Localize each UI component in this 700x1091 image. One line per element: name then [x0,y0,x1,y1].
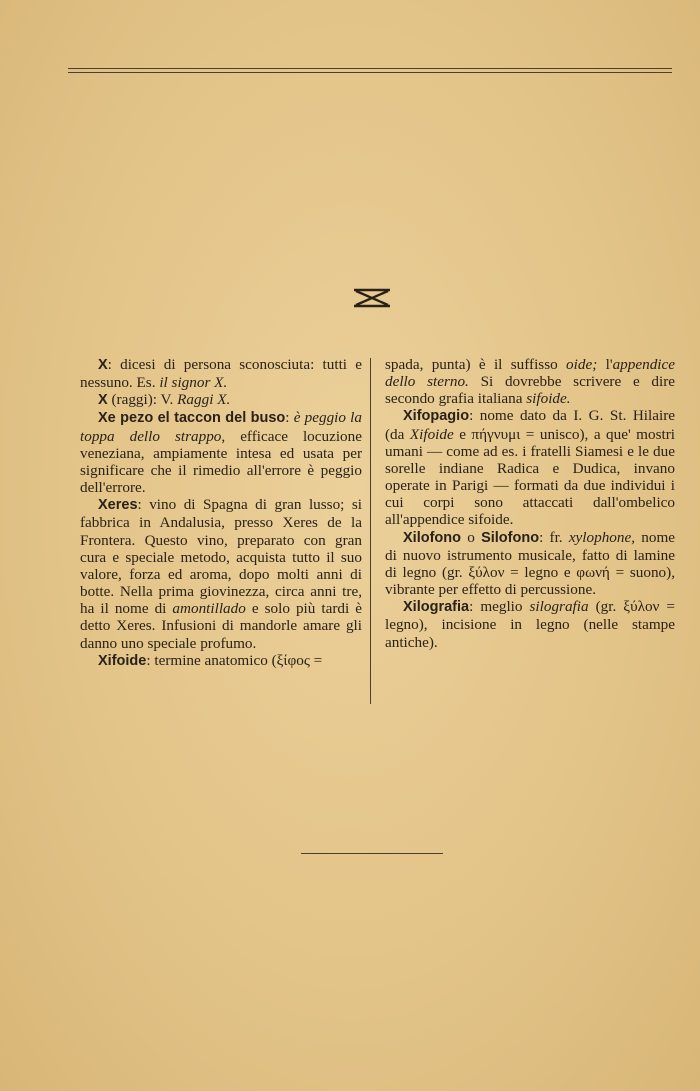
column-separator [370,358,371,704]
entry-xifoide-continued: spada, punta) è il suffisso oide; l'appendice dello sterno. Si dovrebbe scrivere e dire secondo grafia italiana sifoide. [385,356,676,408]
entry-xifopagio: Xifopagio: nome dato da I. G. St. Hilaire (da Xifoide e πήγνυμι = unisco), a que' mostri umani — come ad es. i fratelli Siamesi e le due sorelle indiane Radica e Dudica, invano operate in Parigi — formati da due individui i cui corpi sono attaccati dall'ombelico all'appendice sifoide. [385,407,675,529]
entry-xilofono: Xilofono o Silofono: fr. xylophone, nome di nuovo istrumento musicale, fatto di lamine di legno (gr. ξύλον = legno e φωνή = suono), vibrante per effetto di percussione. [385,528,676,599]
right-column [385,356,675,651]
headword: Silofono [481,529,540,546]
left-column [80,356,362,670]
entry-xifoide: Xifoide: termine anatomico (ξίφος = [98,651,323,669]
top-rule [68,68,672,69]
headword: X [98,392,108,409]
headword: Xifoide [98,652,147,669]
bottom-rule [301,853,443,854]
entry-xilografia: Xilografia: meglio silografia (gr. ξύλον = legno), incisione in legno (nelle stampe antiche). [385,598,675,651]
entry-xe-pezo: Xe pezo el taccon del buso: è peggio la toppa dello strappo, efficace locuzione veneziana, ampiamente intesa ed usata per significare che il rimedio all'errore è peggio dell'errore. [80,409,362,497]
top-rule-thin [68,72,672,73]
headword: Xifopagio [403,408,470,425]
section-letter-x-glyph [352,288,392,308]
entry-xeres: Xeres: vino di Spagna di gran lusso; si fabbrica in Andalusia, presso Xeres de la Frontera. Questo vino, preparato con gran cura e speciale metodo, acquista tutto il suo valore, forza ed aroma, dopo molti anni di botte. Nella prima giovinezza, circa anni tre, ha il nome di amontillado e solo più tardi è detto Xeres. Infusioni di mandorle amare gli danno uno speciale profumo. [80,496,362,652]
headword: Xilografia [403,599,470,616]
headword: Xeres [98,497,138,514]
headword: X [98,357,108,373]
headword: Xe pezo el taccon del buso [98,410,286,427]
entry-x: X: dicesi di persona sconosciuta: tutti e nessuno. Es. il signor X. [80,356,362,392]
entry-x-raggi: X (raggi): V. Raggi X. [98,391,231,409]
headword: Xilofono [403,529,461,546]
